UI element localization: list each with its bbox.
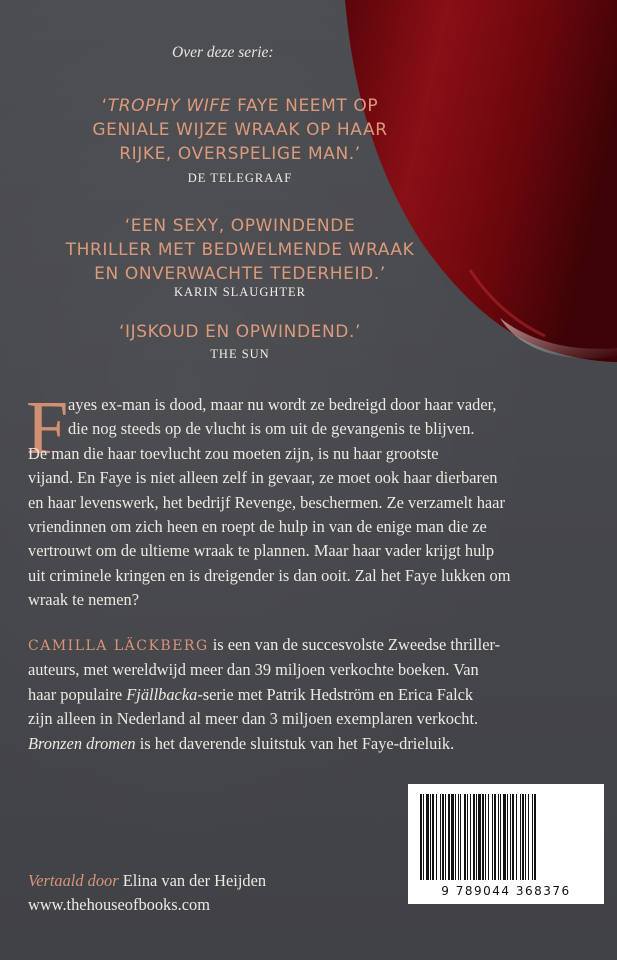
quote-source-sun: THE SUN (210, 347, 270, 361)
quote-line: GENIALE WIJZE WRAAK OP HAAR (92, 120, 388, 140)
barcode-bar (464, 794, 466, 880)
quote-source-slaughter: KARIN SLAUGHTER (173, 285, 306, 299)
barcode-bar (478, 794, 481, 880)
quote-line: EN ONVERWACHTE TEDERHEID.’ (94, 264, 386, 284)
quote-line: RIJKE, OVERSPELIGE MAN.’ (119, 144, 361, 164)
barcode-bar (492, 794, 493, 880)
translator-credit (28, 871, 266, 891)
translator-prefix: Vertaald door (28, 871, 119, 890)
quote-line: ‘TROPHY WIFE FAYE NEEMT OP (101, 96, 379, 116)
publisher-website: www.thehouseofbooks.com (28, 895, 210, 914)
barcode-bar (455, 794, 456, 880)
author-name: CAMILLA LÄCKBERG (28, 638, 209, 654)
barcode-bar (485, 794, 486, 880)
bio-line: zijn alleen in Nederland al meer dan 3 miljoen exemplaren verkocht. (28, 709, 479, 729)
series-intro: Over deze serie: (172, 44, 274, 61)
barcode-bar (510, 794, 511, 880)
quote-line: ‘IJSKOUD EN OPWINDEND.’ (118, 322, 362, 342)
barcode-bar (498, 794, 499, 880)
synopsis-line: vriendinnen om zich heen en roept de hulp in van de enige man die ze (28, 517, 487, 537)
barcode-bar (534, 794, 536, 880)
bio-text: is het daverende sluitstuk van het Faye-drieluik. (135, 733, 455, 753)
synopsis-line: vijand. En Faye is niet alleen zelf in gevaar, ze moet ook haar dierbaren (28, 468, 498, 488)
barcode-bar (445, 794, 446, 880)
barcode-bar (522, 794, 524, 880)
bio-text: haar populaire (28, 684, 127, 704)
barcode-bar (423, 794, 424, 880)
barcode-bar (532, 794, 533, 880)
barcode-bar (507, 794, 508, 880)
barcode-bar (458, 794, 459, 880)
barcode-bar (503, 794, 506, 880)
synopsis-line: en haar levenswerk, het bedrijf Revenge, beschermen. Ze verzamelt haar (28, 492, 505, 512)
quote-source-telegraaf: DE TELEGRAAF (187, 171, 293, 185)
author-bio (28, 633, 598, 756)
bio-line (28, 633, 598, 658)
review-quote-slaughter (30, 214, 450, 286)
barcode-bar (420, 794, 422, 880)
bio-text: -serie met Patrik Hedström en Erica Falck (197, 684, 474, 704)
bio-line (28, 732, 598, 756)
synopsis-line: De man die haar toevlucht zou moeten zijn, is nu haar grootste (28, 443, 439, 463)
synopsis (28, 393, 598, 613)
quote-italic-title: TROPHY WIFE (107, 96, 232, 116)
barcode-bar (494, 794, 496, 880)
drop-cap: F (26, 386, 69, 470)
bio-text: is een van de succesvolste Zweedse thriller- (208, 635, 501, 654)
synopsis-line: wraak te nemen? (28, 590, 140, 610)
quote-line: THRILLER MET BEDWELMENDE WRAAK (65, 240, 415, 260)
book-title: Bronzen dromen (28, 733, 136, 753)
series-title: Fjällbacka (126, 684, 198, 704)
barcode-bar (460, 794, 461, 880)
barcode-bar (528, 794, 529, 880)
synopsis-line: die nog steeds op de vlucht is om uit de gevangenis te blijven. (68, 419, 475, 439)
barcode-bar (440, 794, 441, 880)
bio-line: auteurs, met wereldwijd meer dan 39 miljoen verkochte boeken. Van (28, 660, 479, 680)
barcode-bar (516, 794, 517, 880)
synopsis-line: vertrouwt om de ultieme wraak te plannen. Maar haar vader krijgt hulp (28, 541, 495, 561)
quote-line-rest: FAYE NEEMT OP (231, 96, 379, 116)
review-quote-sun (30, 320, 450, 344)
barcode-bar (448, 794, 450, 880)
quote-line: ‘EEN SEXY, OPWINDENDE (124, 216, 356, 236)
barcode-bar (512, 794, 514, 880)
translator-name: Elina van der Heijden (118, 871, 267, 890)
barcode-bar (442, 794, 444, 880)
barcode-bar (432, 794, 434, 880)
barcode (408, 784, 604, 904)
barcode-bar (467, 794, 468, 880)
barcode-bar (451, 794, 454, 880)
barcode-bar (470, 794, 471, 880)
review-quote-telegraaf (30, 94, 450, 166)
barcode-bar (482, 794, 484, 880)
synopsis-line: uit criminele kringen en is dreigender is dan ooit. Zal het Faye lukken om (28, 565, 511, 585)
barcode-bar (476, 794, 477, 880)
barcode-bar (473, 794, 475, 880)
bio-line (28, 683, 598, 707)
barcode-bars (408, 784, 604, 884)
barcode-bar (488, 794, 489, 880)
barcode-bar (520, 794, 521, 880)
barcode-bar (436, 794, 437, 880)
barcode-bar (426, 794, 429, 880)
barcode-bar (500, 794, 501, 880)
barcode-bar (430, 794, 431, 880)
synopsis-line: ayes ex-man is dood, maar nu wordt ze bedreigd door haar vader, (68, 395, 497, 414)
barcode-bar (525, 794, 526, 880)
isbn-number: 9 789044 368376 (441, 884, 571, 898)
